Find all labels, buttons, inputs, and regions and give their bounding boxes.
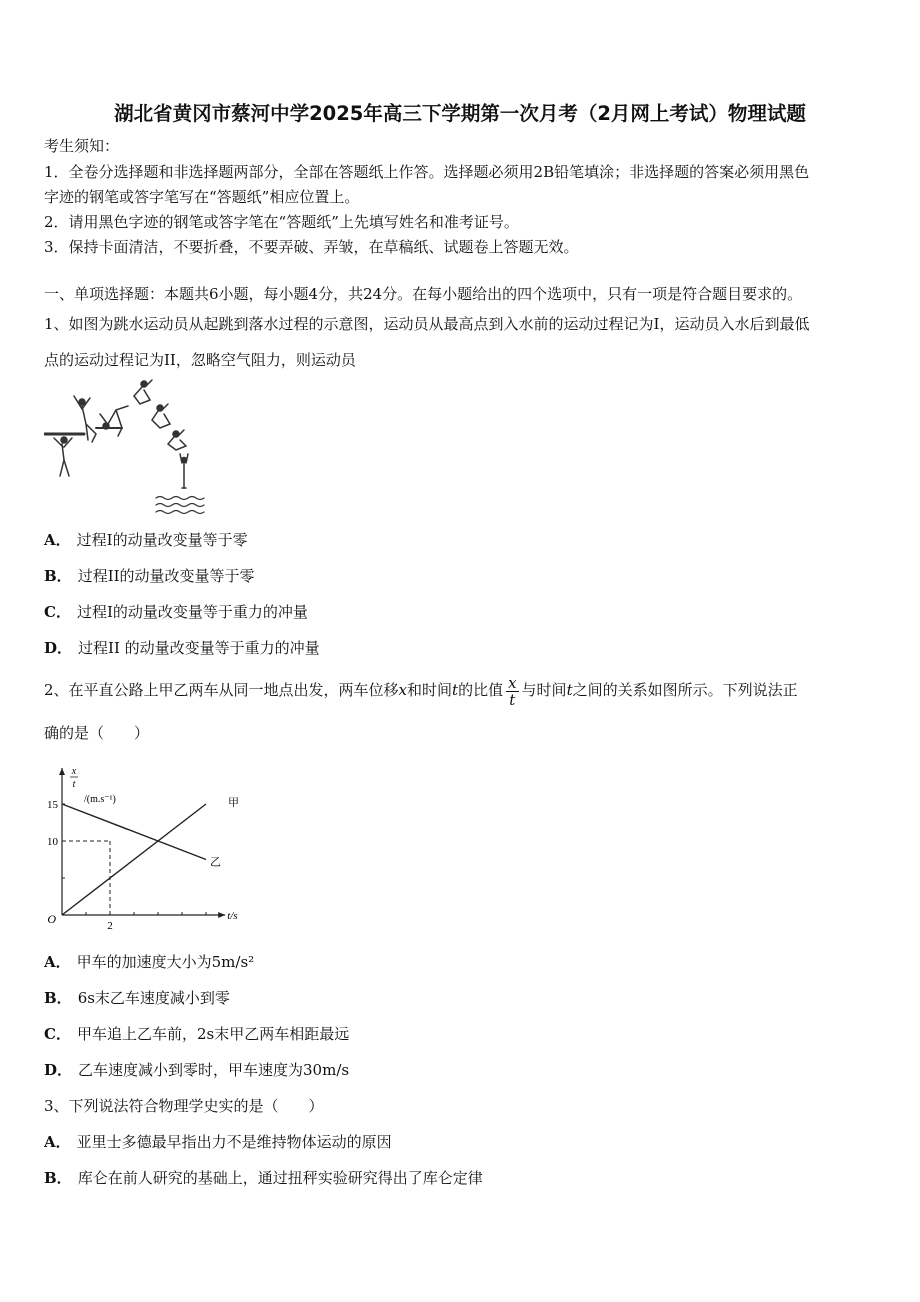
diver-pose-tuck-mid: [152, 404, 170, 428]
diver-pose-standing: [44, 434, 84, 476]
y-tick-label: 10: [47, 836, 58, 848]
water-surface: [156, 497, 204, 514]
series-line-jia: [62, 804, 206, 915]
option-label: B．: [44, 989, 72, 1007]
diver-figure: [44, 378, 224, 518]
series-label: 甲: [228, 797, 239, 809]
page-title: 湖北省黄冈市蔡河中学2025年高三下学期第一次月考（2月网上考试）物理试题: [114, 102, 806, 125]
q2-option-c[interactable]: [44, 1024, 349, 1044]
diver-pose-tuck-low: [168, 430, 186, 450]
option-label: D．: [44, 1061, 73, 1079]
series-line-yi: [62, 804, 206, 860]
notice-heading: 考生须知：: [44, 137, 120, 155]
diver-pose-tuck-top: [134, 380, 152, 404]
option-label: C．: [44, 1025, 71, 1043]
q2-text: 和时间: [407, 681, 453, 699]
q2-text: 与时间: [521, 681, 567, 699]
option-text: 6s末乙车速度减小到零: [77, 989, 230, 1007]
q1-option-c[interactable]: [44, 602, 308, 622]
q1-stem-line2: 点的运动过程记为II，忽略空气阻力，则运动员: [44, 351, 356, 369]
option-label: A．: [44, 531, 71, 549]
notice-item: 3．保持卡面清洁，不要折叠，不要弄破、弄皱，在草稿纸、试题卷上答题无效。: [44, 238, 579, 256]
option-label: D．: [44, 639, 73, 657]
x-axis-arrow: [218, 912, 225, 918]
option-text: 过程I的动量改变量等于重力的冲量: [76, 603, 308, 621]
x-axis-label: t/s: [227, 910, 238, 922]
option-label: A．: [44, 953, 71, 971]
notice-item: 字迹的钢笔或答字笔写在“答题纸”相应位置上。: [44, 188, 360, 206]
option-text: 过程II 的动量改变量等于重力的冲量: [78, 639, 320, 657]
y-label-denominator: t: [72, 779, 76, 790]
q2-stem-line2: 确的是（ ）: [44, 724, 150, 742]
series-label: 乙: [210, 856, 221, 869]
q3-option-a[interactable]: [44, 1132, 392, 1152]
option-text: 过程I的动量改变量等于零: [76, 531, 248, 549]
q1-option-d[interactable]: [44, 638, 320, 658]
option-text: 亚里士多德最早指出力不是维持物体运动的原因: [76, 1133, 392, 1151]
q2-text: 2、在平直公路上甲乙两车从同一地点出发，两车位移: [44, 681, 399, 699]
q2-option-b[interactable]: [44, 988, 230, 1008]
fraction-numerator: x: [508, 673, 517, 692]
option-text: 过程II的动量改变量等于零: [77, 567, 255, 585]
origin-label: O: [47, 912, 56, 926]
xt-chart: [40, 760, 280, 935]
q1-option-b[interactable]: [44, 566, 255, 586]
section-heading: 一、单项选择题：本题共6小题，每小题4分，共24分。在每小题给出的四个选项中，只有一项是符合题目要求的。: [44, 285, 803, 303]
y-unit-label: /(m.s⁻¹): [84, 794, 116, 805]
option-text: 库仑在前人研究的基础上，通过扭秤实验研究得出了库仑定律: [77, 1169, 483, 1187]
y-tick-label: 15: [47, 799, 58, 811]
option-text: 甲车追上乙车前，2s末甲乙两车相距最远: [76, 1025, 350, 1043]
q2-text: 之间的关系如图所示。下列说法正: [572, 681, 798, 699]
q2-text: 的比值: [458, 681, 504, 699]
option-label: B．: [44, 1169, 72, 1187]
var-t: t: [452, 681, 459, 699]
option-label: A．: [44, 1133, 71, 1151]
var-t: t: [566, 681, 573, 699]
q1-stem-line1: 1、如图为跳水运动员从起跳到落水过程的示意图，运动员从最高点到入水前的运动过程记为I，运动员入水后到最低: [44, 315, 810, 333]
var-x: x: [398, 681, 408, 699]
option-text: 乙车速度减小到零时，甲车速度为30m/s: [78, 1061, 350, 1079]
notice-item: 2．请用黑色字迹的钢笔或答字笔在“答题纸”上先填写姓名和准考证号。: [44, 213, 519, 231]
q3-option-b[interactable]: [44, 1168, 483, 1188]
y-label-numerator: x: [71, 766, 77, 777]
y-axis-arrow: [59, 768, 65, 775]
notice-item: 1．全卷分选择题和非选择题两部分，全部在答题纸上作答。选择题必须用2B铅笔填涂；非选择题的答案必须用黑色: [44, 163, 810, 181]
option-label: B．: [44, 567, 72, 585]
q2-option-d[interactable]: [44, 1060, 349, 1080]
q2-stem-line1: [44, 672, 798, 708]
q3-stem: 3、下列说法符合物理学史实的是（ ）: [44, 1097, 324, 1115]
x-tick-label: 2: [107, 920, 113, 932]
diver-pose-pike: [96, 406, 128, 436]
fraction-x-over-t: [506, 675, 518, 708]
option-label: C．: [44, 603, 71, 621]
option-text: 甲车的加速度大小为5m/s²: [76, 953, 255, 971]
diver-pose-entry: [180, 454, 188, 488]
q2-option-a[interactable]: [44, 952, 254, 972]
fraction-denominator: t: [509, 690, 516, 709]
q1-option-a[interactable]: [44, 530, 248, 550]
